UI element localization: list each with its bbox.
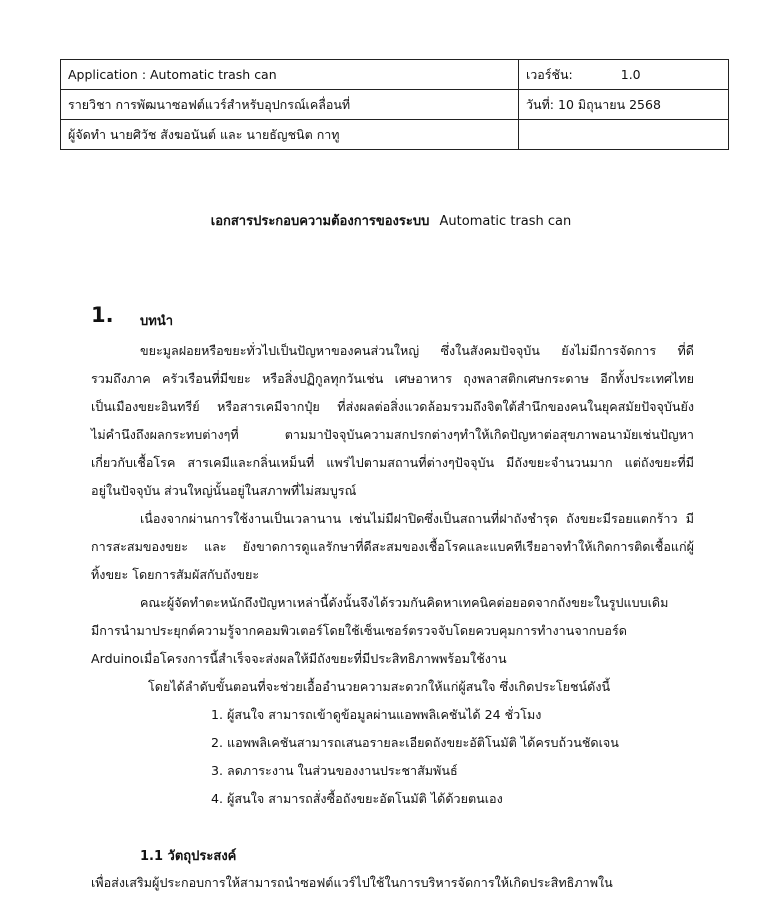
subsection-title: 1.1 วัตถุประสงค์ xyxy=(140,849,237,864)
authors-cell: ผู้จัดทำ นายศิวัช สังฆอนันต์ และ นายธัญชนิต กาทู xyxy=(61,120,519,150)
paragraph-line: เป็นเมืองขยะอินทรีย์ หรือสารเคมีจากปุ๋ย ที่ส่งผลต่อสิ่งแวดล้อมรวมถึงจิตใต้สำนึกของคนในยุคสมัยปัจจุบันยัง xyxy=(91,399,694,414)
paragraph-line: โดยได้ลำดับขั้นตอนที่จะช่วยเอื้ออำนวยความสะดวกให้แก่ผู้สนใจ ซึ่งเกิดประโยชน์ดังนี้ xyxy=(148,679,611,694)
paragraph-line: การสะสมของขยะ และ ยังขาดการดูแลรักษาที่ดีสะสมของเชื้อโรคและแบคทีเรียอาจทำให้เกิดการติดเชื้อแก่ผู้ xyxy=(91,539,694,554)
date-cell: วันที่: 10 มิถุนายน 2568 xyxy=(519,90,729,120)
paragraph-line: ทิ้งขยะ โดยการสัมผัสกับถังขยะ xyxy=(91,567,260,582)
application-name-cell: Application : Automatic trash can xyxy=(61,60,519,90)
document-title-thai: เอกสารประกอบความต้องการของระบบ xyxy=(210,214,430,229)
benefit-list-item: 2. แอพพลิเคชันสามารถเสนอรายละเอียดถังขยะอัติโนมัติ ได้ครบถ้วนชัดเจน xyxy=(211,735,619,750)
document-header-table xyxy=(60,59,729,150)
benefit-list-item: 4. ผู้สนใจ สามารถสั่งซื้อถังขยะอัตโนมัติ ได้ด้วยตนเอง xyxy=(211,791,503,806)
version-cell xyxy=(519,60,729,90)
paragraph-line: เกี่ยวกับเชื้อโรค สารเคมีและกลิ่นเหม็นที่ แพร่ไปตามสถานที่ต่างๆปัจจุบัน มีถังขยะจำนวนมาก แต่ถังขยะที่มี xyxy=(91,455,694,470)
paragraph-line: Arduinoเมื่อโครงการนี้สำเร็จจะส่งผลให้มีถังขยะที่มีประสิทธิภาพพร้อมใช้งาน xyxy=(91,651,507,666)
empty-cell xyxy=(519,120,729,150)
section-title: บทนำ xyxy=(140,314,174,329)
paragraph-line: มีการนำมาประยุกต์ความรู้จากคอมพิวเตอร์โดยใช้เซ็นเซอร์ตรวจจับโดยควบคุมการทำงานจากบอร์ด xyxy=(91,623,627,638)
paragraph-line: ไม่คำนึงถึงผลกระทบต่างๆที่ ตามมาปัจจุบันความสกปรกต่างๆทำให้เกิดปัญหาต่อสุขภาพอนามัยเช่นปัญหา xyxy=(91,427,694,442)
document-title-english: Automatic trash can xyxy=(439,214,572,229)
version-value: 1.0 xyxy=(620,66,641,82)
paragraph-line: ขยะมูลฝอยหรือขยะทั่วไปเป็นปัญหาของคนส่วนใหญ่ ซึ่งในสังคมปัจจุบัน ยังไม่มีการจัดการ ที่ดี xyxy=(140,343,694,358)
paragraph-line: เพื่อส่งเสริมผู้ประกอบการให้สามารถนำซอฟต์แวร์ไปใช้ในการบริหารจัดการให้เกิดประสิทธิภาพใน xyxy=(91,875,613,890)
paragraph-line: เนื่องจากผ่านการใช้งานเป็นเวลานาน เช่นไม่มีฝาปิดซึ่งเป็นสถานที่ฝาถังชำรุด ถังขยะมีรอยแตกร้าว มี xyxy=(140,511,694,526)
document-title xyxy=(0,210,782,231)
paragraph-line: อยู่ในปัจจุบัน ส่วนใหญ่นั้นอยู่ในสภาพที่ไม่สมบูรณ์ xyxy=(91,483,357,498)
benefit-list-item: 3. ลดภาระงาน ในส่วนของงานประชาสัมพันธ์ xyxy=(211,763,458,778)
paragraph-line: คณะผู้จัดทำตะหนักถึงปัญหาเหล่านี้ดังนั้นจึงได้รวมกันคิดหาเทคนิคต่อยอดจากถังขยะในรูปแบบเดิม xyxy=(140,595,669,610)
section-number: 1. xyxy=(91,303,114,327)
paragraph-line: รวมถึงภาค ครัวเรือนที่มีขยะ หรือสิ่งปฏิกูลทุกวันเช่น เศษอาหาร ถุงพลาสติกเศษกระดาษ อีกทั้งประเทศไทย xyxy=(91,371,694,386)
benefit-list-item: 1. ผู้สนใจ สามารถเข้าดูข้อมูลผ่านแอพพลิเคชันได้ 24 ชั่วโมง xyxy=(211,707,542,722)
course-cell: รายวิชา การพัฒนาซอฟต์แวร์สำหรับอุปกรณ์เคลื่อนที่ xyxy=(61,90,519,120)
version-label: เวอร์ชัน: xyxy=(526,66,573,82)
